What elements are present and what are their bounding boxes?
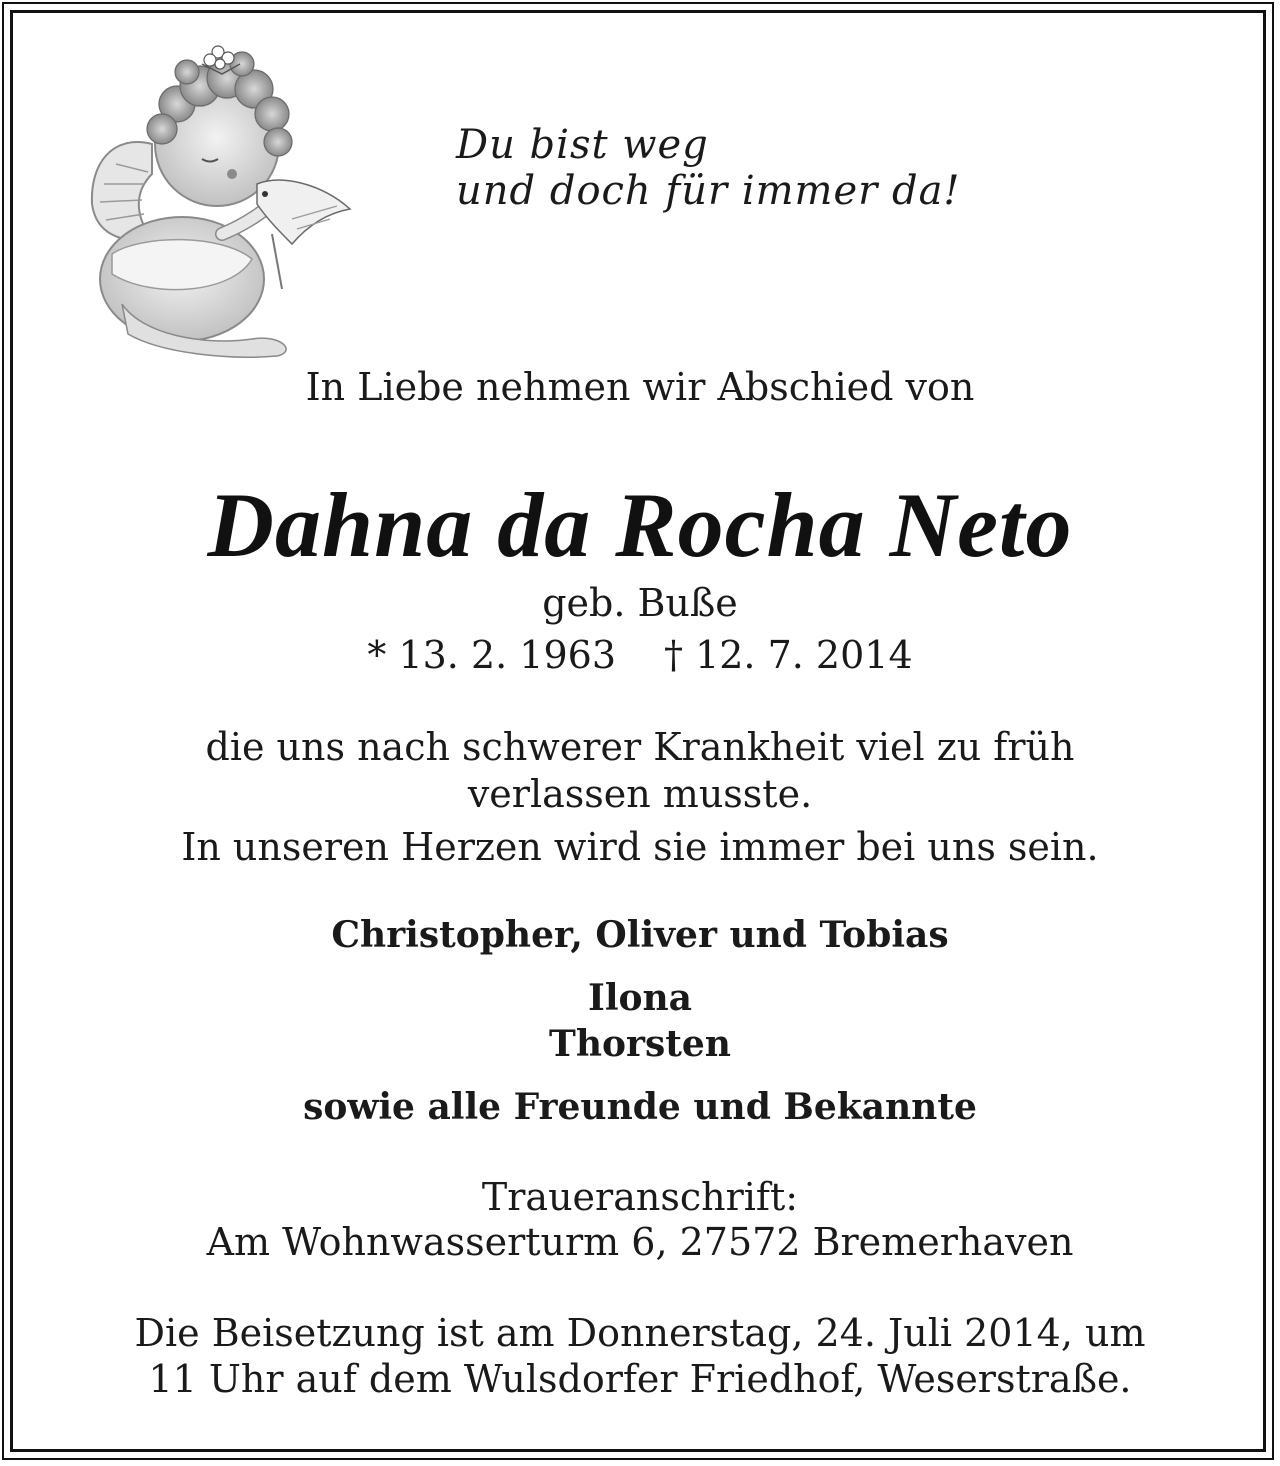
motto-line-2: und doch für immer da! <box>456 168 961 214</box>
mourners-line-3: Thorsten <box>549 1023 731 1065</box>
funeral-line-2: 11 Uhr auf dem Wulsdorfer Friedhof, Weserstraße. <box>148 1357 1132 1401</box>
address-label: Traueranschrift: <box>481 1175 799 1219</box>
intro-text: In Liebe nehmen wir Abschied von <box>305 365 975 409</box>
message-line-2: verlassen musste. <box>467 772 813 816</box>
motto <box>456 122 961 214</box>
funeral-line-1: Die Beisetzung ist am Donnerstag, 24. Juli 2014, um <box>134 1311 1146 1355</box>
motto-line-1: Du bist weg <box>456 122 709 168</box>
life-dates <box>0 632 1280 678</box>
maiden-name: geb. Buße <box>542 581 738 625</box>
birth-date: * 13. 2. 1963 <box>367 633 616 677</box>
message-line-1: die uns nach schwerer Krankheit viel zu früh <box>205 725 1075 769</box>
mourners-line-4: sowie alle Freunde und Bekannte <box>303 1086 977 1128</box>
mourners-line-2: Ilona <box>587 977 693 1019</box>
death-date: † 12. 7. 2014 <box>664 633 913 677</box>
mourners-line-1: Christopher, Oliver und Tobias <box>331 914 949 956</box>
address-value: Am Wohnwasserturm 6, 27572 Bremerhaven <box>206 1220 1074 1264</box>
angel-illustration <box>82 34 354 360</box>
deceased-name: Dahna da Rocha Neto <box>207 474 1073 576</box>
message-line-3: In unseren Herzen wird sie immer bei uns sein. <box>181 825 1099 869</box>
